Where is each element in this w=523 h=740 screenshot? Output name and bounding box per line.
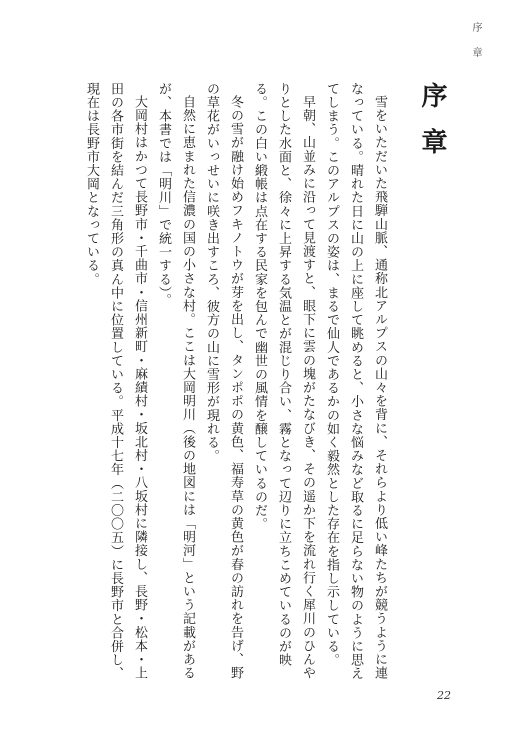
running-header: 序 章 bbox=[470, 22, 481, 64]
paragraph-5: 大岡村はかつて長野市・千曲市・信州新町・麻績村・坂北村・八坂村に隣接し、長野・松本・上田の各市街を結んだ三角形の真ん中に位置している。平成十七年（二〇〇五）に長野市と合併し、現在は長野市大岡となっている。 bbox=[84, 82, 147, 681]
paragraph-1: 雪をいただいた飛騨山脈、通称北アルプスの山々を背に、それらより低い峰たちが競うように連なっている。晴れた日に山の上に座して眺めると、小さな悩みなど取るに足らない物のように思えてしまう。このアルプスの姿は、まるで仙人であるかの如く毅然とした存在を指し示している。 bbox=[324, 82, 387, 681]
paragraph-3: 冬の雪が融け始めフキノトウが芽を出し、タンポポの黄色、福寿草の黄色が春の訪れを告げ、野の草花がいっせいに咲き出すころ、彼方の山に雪形が現れる。 bbox=[204, 82, 243, 680]
page-number: 22 bbox=[437, 689, 451, 702]
body-text bbox=[43, 82, 473, 688]
paragraph-4: 自然に恵まれた信濃の国の小さな村。ここは大岡明川（後の地図には「明河」という記載があるが、本書では「明川」で統一する）。 bbox=[156, 82, 195, 680]
paragraph-2: 早朝、山並みに沿って見渡すと、眼下に雲の塊がたなびき、その遥か下を流れ行く犀川のひんやりとした水面と、徐々に上昇する気温とが混じり合い、霧となって辺りに立ちこめているのが映る。この白い緞帳は点在する民家を包んで幽世の風情を醸しているのだ。 bbox=[252, 82, 315, 680]
chapter-title: 序章 bbox=[417, 82, 447, 174]
